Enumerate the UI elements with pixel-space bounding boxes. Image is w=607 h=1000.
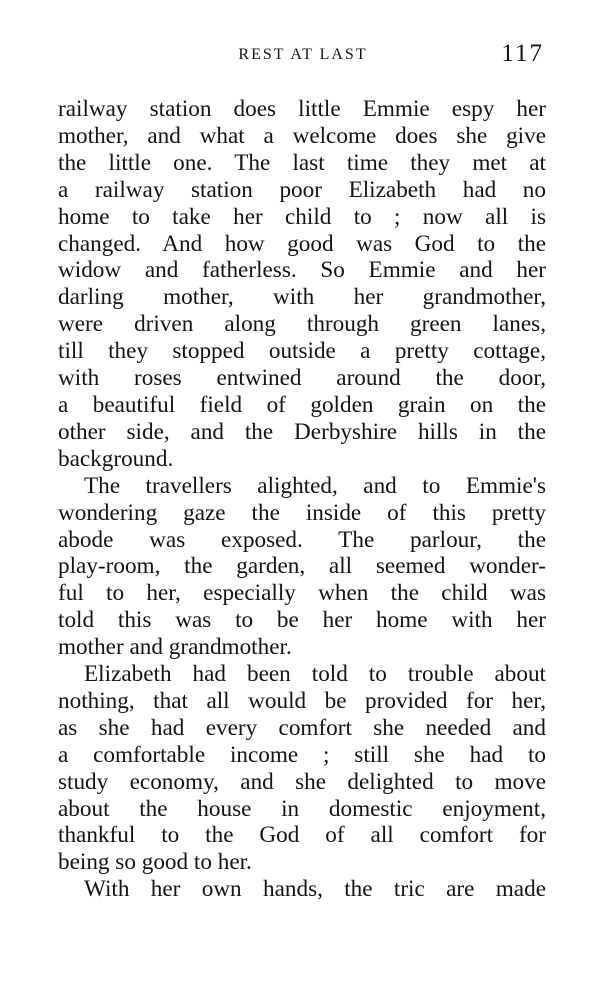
paragraph-1 bbox=[58, 96, 546, 473]
text-line: changed. And how good was God to the bbox=[58, 230, 546, 257]
text-line: darling mother, with her grandmother, bbox=[58, 284, 546, 311]
text-line: were driven along through green lanes, bbox=[58, 311, 546, 338]
text-line: as she had every comfort she needed and bbox=[58, 714, 546, 741]
text-line: ful to her, especially when the child was bbox=[58, 580, 546, 607]
text-line: told this was to be her home with her bbox=[58, 607, 546, 634]
text-line: nothing, that all would be provided for her, bbox=[58, 687, 546, 714]
text-line: abode was exposed. The parlour, the bbox=[58, 526, 546, 553]
text-line: a comfortable income ; still she had to bbox=[58, 741, 546, 768]
text-line: The travellers alighted, and to Emmie's bbox=[84, 472, 546, 499]
text-line: play-room, the garden, all seemed wonder- bbox=[58, 553, 546, 580]
paragraph-2 bbox=[58, 473, 546, 661]
text-line: with roses entwined around the door, bbox=[58, 365, 546, 392]
running-title: REST AT LAST bbox=[238, 46, 368, 63]
body-text bbox=[58, 96, 546, 903]
text-line: background. bbox=[58, 445, 174, 472]
text-line: Elizabeth had been told to trouble about bbox=[84, 661, 546, 688]
text-line: a beautiful field of golden grain on the bbox=[58, 391, 546, 418]
text-line: study economy, and she delighted to move bbox=[58, 768, 546, 795]
text-line: thankful to the God of all comfort for bbox=[58, 822, 546, 849]
text-line: mother and grandmother. bbox=[58, 634, 292, 661]
running-head bbox=[58, 42, 548, 72]
text-line: other side, and the Derbyshire hills in the bbox=[58, 418, 546, 445]
text-line: a railway station poor Elizabeth had no bbox=[58, 176, 546, 203]
text-line: mother, and what a welcome does she give bbox=[58, 122, 546, 149]
text-line: With her own hands, the tric are made bbox=[84, 876, 546, 903]
text-line: railway station does little Emmie espy her bbox=[58, 96, 546, 122]
page-number: 117 bbox=[501, 40, 544, 67]
text-line: about the house in domestic enjoyment, bbox=[58, 795, 546, 822]
text-line: being so good to her. bbox=[58, 849, 252, 876]
text-line: the little one. The last time they met at bbox=[58, 149, 546, 176]
paragraph-4 bbox=[58, 876, 546, 903]
text-line: home to take her child to ; now all is bbox=[58, 203, 546, 230]
text-line: widow and fatherless. So Emmie and her bbox=[58, 257, 546, 284]
text-line: till they stopped outside a pretty cottage, bbox=[58, 338, 546, 365]
paragraph-3 bbox=[58, 661, 546, 876]
text-line: wondering gaze the inside of this pretty bbox=[58, 499, 546, 526]
